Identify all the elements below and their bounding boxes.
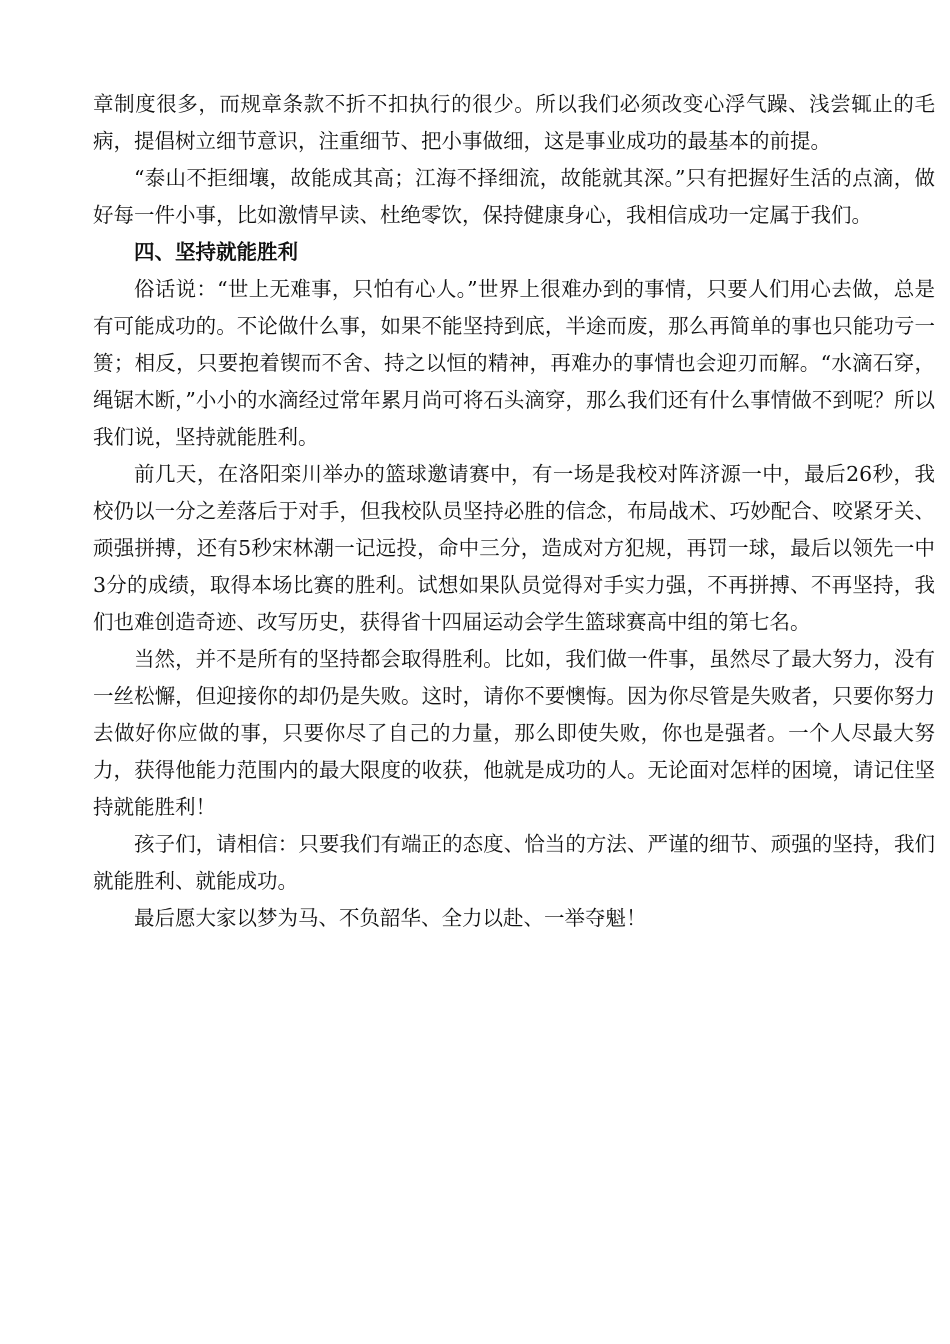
document-body (93, 86, 935, 937)
paragraph-basketball-game: 前几天，在洛阳栾川举办的篮球邀请赛中，有一场是我校对阵济源一中，最后26秒，我校仍以一分之差落后于对手，但我校队员坚持必胜的信念，布局战术、巧妙配合、咬紧牙关、顽强拼搏，还有5秒宋林潮一记远投，命中三分，造成对方犯规，再罚一球，最后以领先一中3分的成绩，取得本场比赛的胜利。试想如果队员觉得对手实力强，不再拼搏、不再坚持，我们也难创造奇迹、改写历史，获得省十四届运动会学生篮球赛高中组的第七名。 (93, 462, 935, 634)
paragraph-believe: 孩子们，请相信：只要我们有端正的态度、恰当的方法、严谨的细节、顽强的坚持，我们就能胜利、就能成功。 (93, 832, 935, 893)
section-heading-persistence: 四、坚持就能胜利 (134, 240, 298, 264)
paragraph-not-all-persistence: 当然，并不是所有的坚持都会取得胜利。比如，我们做一件事，虽然尽了最大努力，没有一丝松懈，但迎接你的却仍是失败。这时，请你不要懊悔。因为你尽管是失败者，只要你努力去做好你应做的事，只要你尽了自己的力量，那么即使失败，你也是强者。一个人尽最大努力，获得他能力范围内的最大限度的收获，他就是成功的人。无论面对怎样的困境，请记住坚持就能胜利！ (93, 647, 935, 819)
paragraph-taishan-quote: “泰山不拒细壤，故能成其高；江海不择细流，故能就其深。”只有把握好生活的点滴，做好每一件小事，比如激情早读、杜绝零饮，保持健康身心，我相信成功一定属于我们。 (93, 166, 935, 227)
paragraph-continuation: 章制度很多，而规章条款不折不扣执行的很少。所以我们必须改变心浮气躁、浅尝辄止的毛病，提倡树立细节意识，注重细节、把小事做细，这是事业成功的最基本的前提。 (93, 92, 935, 153)
paragraph-proverb: 俗话说：“世上无难事，只怕有心人。”世界上很难办到的事情，只要人们用心去做，总是有可能成功的。不论做什么事，如果不能坚持到底，半途而废，那么再简单的事也只能功亏一篑；相反，只要抱着锲而不舍、持之以恒的精神，再难办的事情也会迎刃而解。“水滴石穿，绳锯木断，”小小的水滴经过常年累月尚可将石头滴穿，那么我们还有什么事情做不到呢？所以我们说，坚持就能胜利。 (93, 277, 935, 449)
paragraph-closing-wish: 最后愿大家以梦为马、不负韶华、全力以赴、一举夺魁！ (134, 906, 647, 930)
